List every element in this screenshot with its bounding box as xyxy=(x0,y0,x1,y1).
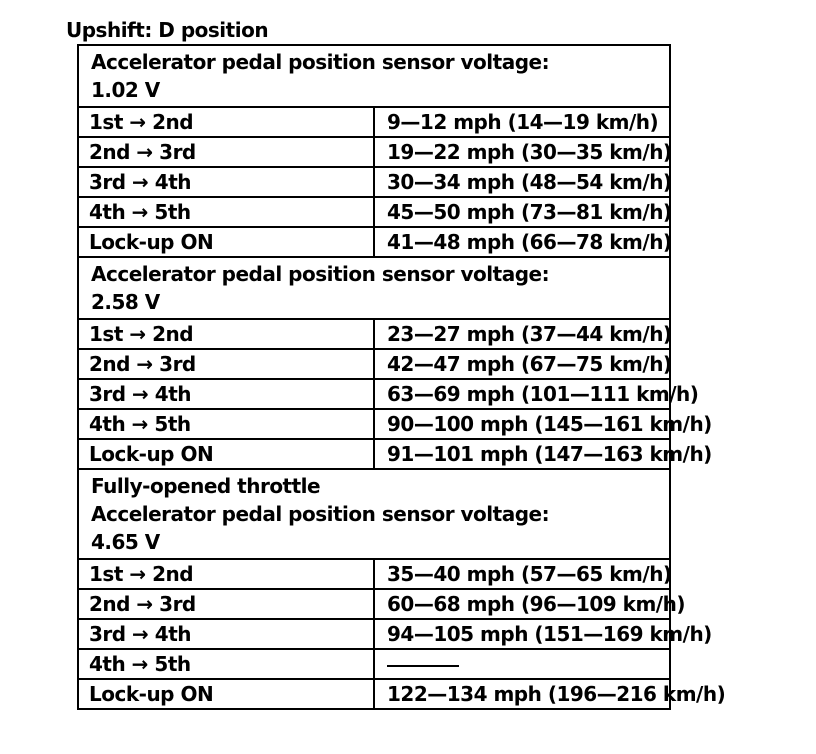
table-row xyxy=(78,227,670,257)
shift-cell: 3rd → 4th xyxy=(78,619,374,649)
speed-cell-empty xyxy=(374,649,670,679)
shift-cell: Lock-up ON xyxy=(78,679,374,709)
shift-cell: 4th → 5th xyxy=(78,649,374,679)
section-header-line: 2.58 V xyxy=(91,290,160,314)
speed-cell: 19—22 mph (30—35 km/h) xyxy=(374,137,670,167)
shift-cell: 3rd → 4th xyxy=(78,167,374,197)
shift-cell: 2nd → 3rd xyxy=(78,137,374,167)
section-header xyxy=(78,257,670,319)
empty-dash xyxy=(387,665,459,667)
section-header-line: Accelerator pedal position sensor voltage: xyxy=(91,502,550,526)
table-row xyxy=(78,167,670,197)
speed-cell: 90—100 mph (145—161 km/h) xyxy=(374,409,670,439)
table-row xyxy=(78,349,670,379)
section-header xyxy=(78,469,670,559)
shift-cell: 4th → 5th xyxy=(78,197,374,227)
table-row xyxy=(78,197,670,227)
section-header-line: Accelerator pedal position sensor voltage: xyxy=(91,262,550,286)
shift-cell: 2nd → 3rd xyxy=(78,589,374,619)
speed-cell: 91—101 mph (147—163 km/h) xyxy=(374,439,670,469)
table-row xyxy=(78,679,670,709)
section-header-line: 4.65 V xyxy=(91,530,160,554)
section-header-line: Accelerator pedal position sensor voltage: xyxy=(91,50,550,74)
speed-cell: 9—12 mph (14—19 km/h) xyxy=(374,107,670,137)
speed-cell: 60—68 mph (96—109 km/h) xyxy=(374,589,670,619)
speed-cell: 42—47 mph (67—75 km/h) xyxy=(374,349,670,379)
shift-cell: 2nd → 3rd xyxy=(78,349,374,379)
table-row xyxy=(78,439,670,469)
shift-cell: 1st → 2nd xyxy=(78,319,374,349)
shift-cell: 4th → 5th xyxy=(78,409,374,439)
table-row xyxy=(78,379,670,409)
shift-cell: 1st → 2nd xyxy=(78,559,374,589)
table-row xyxy=(78,137,670,167)
table-row xyxy=(78,589,670,619)
shift-cell: Lock-up ON xyxy=(78,439,374,469)
table-row xyxy=(78,319,670,349)
table-row xyxy=(78,107,670,137)
section-header-line: Fully-opened throttle xyxy=(91,474,321,498)
speed-cell: 35—40 mph (57—65 km/h) xyxy=(374,559,670,589)
section-header-row xyxy=(78,257,670,319)
speed-cell: 63—69 mph (101—111 km/h) xyxy=(374,379,670,409)
table-row xyxy=(78,649,670,679)
shift-cell: 1st → 2nd xyxy=(78,107,374,137)
table-row xyxy=(78,409,670,439)
speed-cell: 122—134 mph (196—216 km/h) xyxy=(374,679,670,709)
upshift-table xyxy=(77,44,726,710)
section-header-row xyxy=(78,45,670,107)
section-header xyxy=(78,45,670,107)
shift-cell: Lock-up ON xyxy=(78,227,374,257)
page-title: Upshift: D position xyxy=(66,18,269,42)
table-row xyxy=(78,559,670,589)
speed-cell: 94—105 mph (151—169 km/h) xyxy=(374,619,670,649)
section-header-line: 1.02 V xyxy=(91,78,160,102)
speed-cell: 45—50 mph (73—81 km/h) xyxy=(374,197,670,227)
speed-cell: 23—27 mph (37—44 km/h) xyxy=(374,319,670,349)
speed-cell: 41—48 mph (66—78 km/h) xyxy=(374,227,670,257)
section-header-row xyxy=(78,469,670,559)
speed-cell: 30—34 mph (48—54 km/h) xyxy=(374,167,670,197)
table-row xyxy=(78,619,670,649)
shift-cell: 3rd → 4th xyxy=(78,379,374,409)
